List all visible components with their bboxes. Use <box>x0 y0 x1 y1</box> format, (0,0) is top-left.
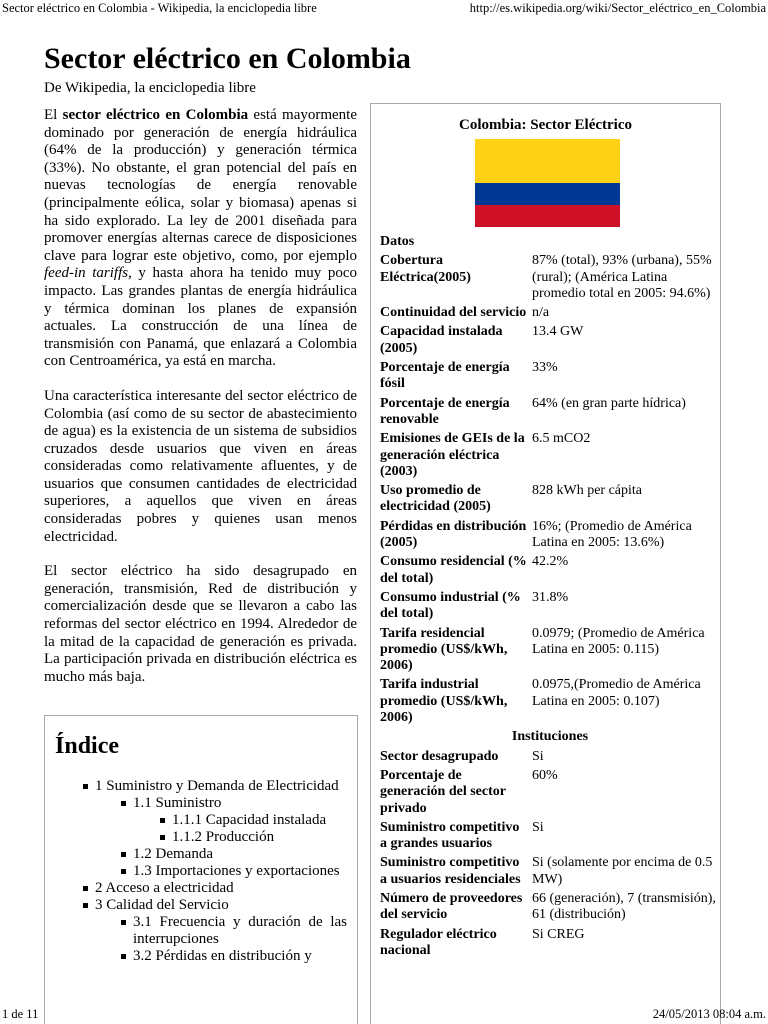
infobox-label: Regulador eléctrico nacional <box>380 926 497 958</box>
infobox-row <box>380 820 720 853</box>
infobox-label: Suministro competitivo a grandes usuarios <box>380 819 520 852</box>
print-footer <box>0 1006 768 1024</box>
infobox-label: Porcentaje de energía renovable <box>380 395 510 427</box>
infobox-instituciones-rows <box>380 749 720 960</box>
infobox-label: Consumo industrial (% del total) <box>380 589 521 622</box>
toc-item[interactable]: 1.1 Suministro <box>55 795 357 812</box>
print-header-title: Sector eléctrico en Colombia - Wikipedia, la enciclopedia libre <box>2 1 317 15</box>
toc-item[interactable]: 1 Suministro y Demanda de Electricidad <box>55 778 357 795</box>
infobox-value: Si <box>532 748 544 764</box>
infobox-row <box>380 396 720 429</box>
infobox-rows <box>380 234 720 959</box>
infobox-label: Consumo residencial (% del total) <box>380 554 527 586</box>
toc-item[interactable]: 3.1 Frecuencia y duración de las interrupciones <box>55 914 357 948</box>
toc-list <box>55 778 357 965</box>
infobox-value: 66 (generación), 7 (transmisión), 61 (distribución) <box>532 890 716 923</box>
infobox-label: Número de proveedores del servicio <box>380 890 523 923</box>
infobox-label: Porcentaje de energía fósil <box>380 360 510 392</box>
infobox-label: Porcentaje de generación del sector privado <box>380 767 506 816</box>
infobox-label: Continuidad del servicio <box>380 305 527 321</box>
print-timestamp: 24/05/2013 08:04 a.m. <box>652 1007 766 1021</box>
infobox-value: 13.4 GW <box>532 324 584 340</box>
page-title: Sector eléctrico en Colombia <box>44 42 411 75</box>
infobox-value: 6.5 mCO2 <box>532 431 591 447</box>
infobox-label: Capacidad instalada (2005) <box>380 324 503 356</box>
infobox-value: 31.8% <box>532 589 569 605</box>
infobox-row <box>380 768 720 817</box>
infobox-value: 0.0975,(Promedio de América Latina en 2005: 0.107) <box>532 677 701 709</box>
infobox-value: n/a <box>532 305 550 321</box>
infobox-value: 0.0979; (Promedio de América Latina en 2005: 0.115) <box>532 625 705 657</box>
infobox-row <box>380 855 720 888</box>
toc-item[interactable]: 1.1.2 Producción <box>55 829 357 846</box>
infobox-value: Si CREG <box>532 926 585 942</box>
page-counter: 1 de 11 <box>2 1007 39 1021</box>
infobox-row <box>380 360 720 393</box>
table-of-contents <box>44 715 358 1024</box>
infobox-value: Si <box>532 819 544 835</box>
infobox-label: Tarifa industrial promedio (US$/kWh, 2006) <box>380 677 508 726</box>
page-subtitle: De Wikipedia, la enciclopedia libre <box>44 80 256 96</box>
intro-lead: El <box>44 107 63 123</box>
infobox-label: Tarifa residencial promedio (US$/kWh, 2006) <box>380 625 508 674</box>
infobox-value: 828 kWh per cápita <box>532 483 643 499</box>
toc-item[interactable]: 1.1.1 Capacidad instalada <box>55 812 357 829</box>
infobox-label: Pérdidas en distribución (2005) <box>380 518 527 551</box>
infobox-caption: Colombia: Sector Eléctrico <box>458 117 632 133</box>
intro-italic-term[interactable]: feed-in tariffs <box>44 265 129 282</box>
infobox-row <box>380 253 720 302</box>
infobox-row <box>380 554 720 587</box>
colombia-flag-image[interactable] <box>475 139 620 227</box>
flag-blue-band <box>475 183 620 205</box>
intro-middle: está mayormente dominado por generación de energía hidráulica (64% de la producción) y generación térmica (33%). No obstante, el gran potencial del país en nuevas tecnologías de energía renovable (principalmente eólica, solar y biomasa) apenas si ha sido explorado. La ley de 2001 diseñada para promover energías alternas carece de disposiciones clave para lograr este objetivo, como, por ejemplo <box>44 107 357 264</box>
infobox-label: Emisiones de GEIs de la generación eléctrica (2003) <box>380 431 525 479</box>
infobox-row <box>380 749 720 765</box>
toc-item[interactable]: 1.2 Demanda <box>55 846 357 863</box>
intro-end: , y hasta ahora ha tenido muy poco impacto. Las grandes plantas de energía hidráulica y térmica dominan los planes de expansión actuales. La construcción de una línea de transmisión con Panamá, que enlazará a Colombia con Centroamérica, ya está en marcha. <box>44 265 357 370</box>
flag-red-band <box>475 205 620 227</box>
flag-yellow-band <box>475 139 620 183</box>
infobox-row <box>380 626 720 675</box>
toc-item[interactable]: 3 Calidad del Servicio <box>55 897 357 914</box>
toc-item[interactable]: 1.3 Importaciones y exportaciones <box>55 863 357 880</box>
infobox-label: Uso promedio de electricidad (2005) <box>380 483 491 515</box>
infobox-section-datos: Datos <box>380 234 415 249</box>
infobox <box>370 103 721 1024</box>
infobox-label: Sector desagrupado <box>380 748 499 764</box>
infobox-value: 42.2% <box>532 554 569 570</box>
toc-item[interactable]: 2 Acceso a electricidad <box>55 880 357 897</box>
toc-title: Índice <box>55 733 120 759</box>
infobox-datos-rows <box>380 253 720 726</box>
infobox-value: Si (solamente por encima de 0.5 MW) <box>532 855 713 887</box>
infobox-row <box>380 324 720 357</box>
infobox-label: Cobertura Eléctrica(2005) <box>380 253 471 285</box>
infobox-row <box>380 483 720 516</box>
infobox-value: 64% (en gran parte hídrica) <box>532 395 686 411</box>
infobox-row <box>380 519 720 552</box>
infobox-row <box>380 305 720 321</box>
infobox-section-instituciones: Instituciones <box>511 729 589 745</box>
infobox-value: 60% <box>532 767 558 783</box>
intro-bold-term[interactable]: sector eléctrico en Colombia <box>62 107 249 123</box>
paragraph-structure: El sector eléctrico ha sido desagrupado en generación, transmisión, Red de distribución y comercialización desde que se llevaron a cabo las reformas del sector eléctrico en 1994. Alrededor de la mitad de la capacidad de generación es privada. La participación privada en distribución eléctrica es mucho más baja. <box>44 563 357 685</box>
print-header-url: http://es.wikipedia.org/wiki/Sector_eléctrico_en_Colombia <box>469 1 766 15</box>
toc-item[interactable]: 3.2 Pérdidas en distribución y <box>55 948 357 965</box>
infobox-label: Suministro competitivo a usuarios residenciales <box>380 855 521 887</box>
infobox-row <box>380 927 720 960</box>
print-header <box>0 0 768 18</box>
infobox-value: 87% (total), 93% (urbana), 55% (rural); (América Latina promedio total en 2005: 94.6%) <box>532 253 712 301</box>
article-body <box>44 107 357 703</box>
infobox-row <box>380 590 720 623</box>
infobox-value: 16%; (Promedio de América Latina en 2005: 13.6%) <box>532 518 692 551</box>
infobox-value: 33% <box>532 360 558 376</box>
infobox-row <box>380 431 720 480</box>
infobox-row <box>380 891 720 924</box>
infobox-row <box>380 677 720 726</box>
paragraph-subsidies: Una característica interesante del sector eléctrico de Colombia (así como de su sector de abastecimiento de agua) es la existencia de un sistema de subsidios cruzados desde usuarios que viven en áreas consideradas como relativamente afluentes, y de usuarios que consumen cantidades de electricidad superiores, a aquellos que viven en áreas consideradas pobres y quienes usan menos electricidad. <box>44 387 357 545</box>
paragraph-intro <box>44 107 357 371</box>
